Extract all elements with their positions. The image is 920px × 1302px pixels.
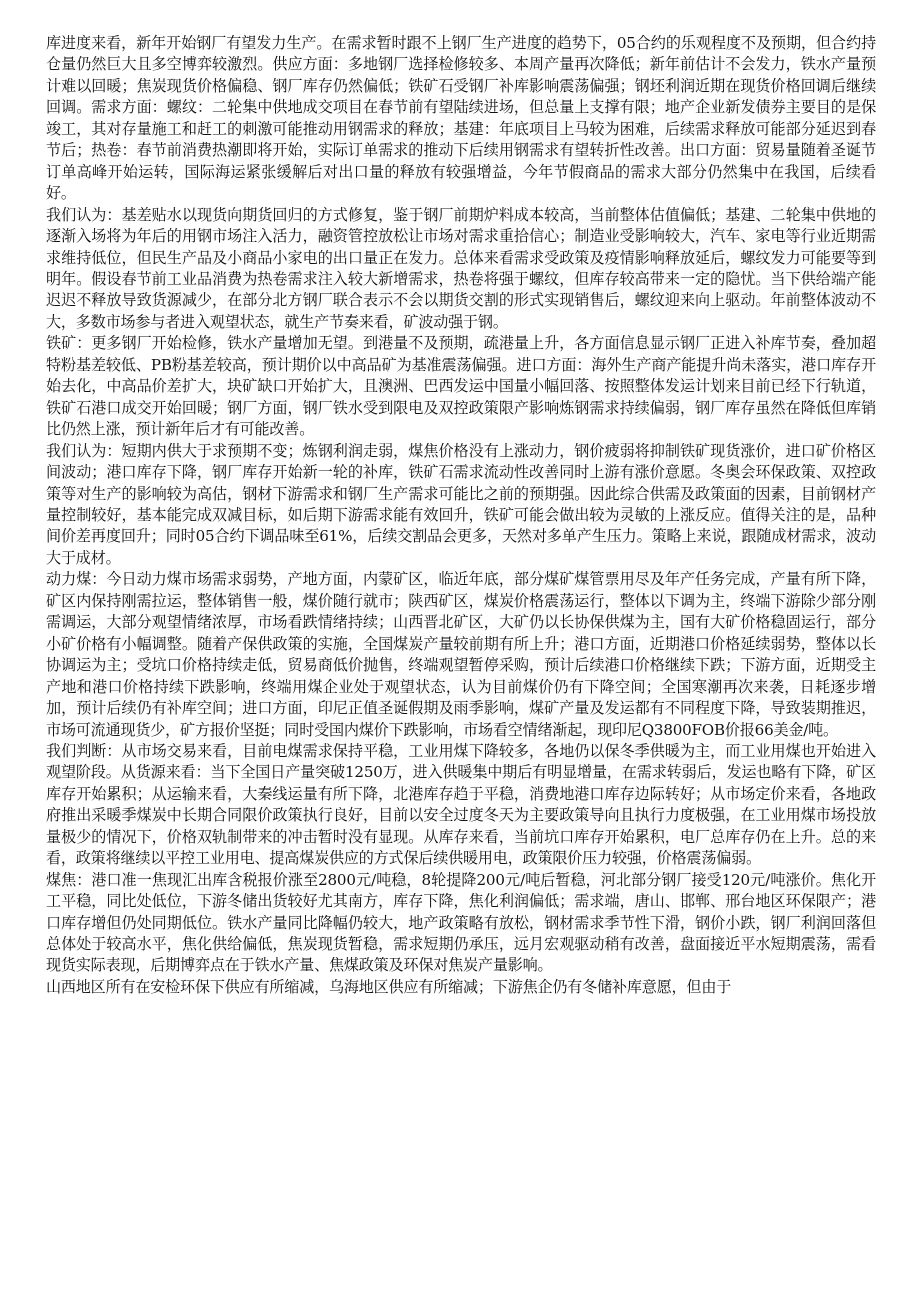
paragraph-iron-ore: 铁矿：更多钢厂开始检修，铁水产量增加无望。到港量不及预期，疏港量上升，各方面信息显示钢厂正进入补库节奏，叠加超特粉基差较低、PB粉基差较高，预计期价以中高品矿为基准震荡偏强。进口方面：海外生产商产能提升尚未落实，港口库存开始去化，中高品价差扩大，块矿缺口开始扩大，且澳洲、巴西发运中国量小幅回落、按照整体发运计划来目前已经下行轨道，铁矿石港口成交开始回暖；钢厂方面，钢厂铁水受到限电及双控政策限产影响炼钢需求持续偏弱，钢厂库存虽然在降低但库销比仍然上涨，预计新年后才有可能改善。: [46, 334, 876, 439]
paragraph-thermal-coal: 动力煤：今日动力煤市场需求弱势，产地方面，内蒙矿区，临近年底，部分煤矿煤管票用尽及年产任务完成，产量有所下降，矿区内保持刚需拉运，整体销售一般，煤价随行就市；陕西矿区，煤炭价格震荡运行，整体以下调为主，终端下游除少部分刚需调运，大部分观望情绪浓厚，市场看跌情绪持续；山西晋北矿区，大矿仍以长协保供煤为主，国有大矿价格稳固运行，部分小矿价格有小幅调整。随着产保供政策的实施，全国煤炭产量较前期有所上升；港口方面，近期港口价格延续弱势，整体以长协调运为主；受坑口价格持续走低，贸易商低价抛售，终端观望暂停采购，预计后续港口价格继续下跌；下游方面，近期受主产地和港口价格持续下跌影响，终端用煤企业处于观望状态，认为目前煤价仍有下降空间；全国寒潮再次来袭，日耗逐步增加，预计后续仍有补库空间；进口方面，印尼正值圣诞假期及雨季影响，煤矿产量及发运都有不同程度下降，导致装期推迟，市场可流通现货少，矿方报价坚挺；同时受国内煤价下跌影响，市场看空情绪渐起，现印尼Q3800FOB价报66美金/吨。: [46, 570, 876, 739]
paragraph-shanxi-supply: 山西地区所有在安检环保下供应有所缩减，乌海地区供应有所缩减；下游焦企仍有冬储补库意愿，但由于: [46, 977, 732, 996]
paragraph-iron-ore-conclusion: 我们认为：短期内供大于求预期不变；炼钢利润走弱，煤焦价格没有上涨动力，钢价疲弱将抑制铁矿现货涨价，进口矿价格区间波动；港口库存下降，钢厂库存开始新一轮的补库，铁矿石需求流动性改善同时上游有涨价意愿。冬奥会环保政策、双控政策等对生产的影响较为高估，钢材下游需求和钢厂生产需求可能比之前的预期强。因此综合供需及政策面的因素，目前钢材产量控制较好，基本能完成双减目标，如后期下游需求能有效回升，铁矿可能会做出较为灵敏的上涨反应。值得关注的是，品种间价差再度回升；同时05合约下调品味至61%，后续交割品会更多，天然对多单产生压力。策略上来说，跟随成材需求，波动大于成材。: [46, 441, 876, 567]
paragraph-thermal-coal-judgment: 我们判断：从市场交易来看，目前电煤需求保持平稳，工业用煤下降较多，各地仍以保冬季供暖为主，而工业用煤也开始进入观望阶段。从货源来看：当下全国日产量突破1250万，进入供暖集中期后有明显增量，在需求转弱后，发运也略有下降，矿区库存开始累积；从运输来看，大秦线运量有所下降，北港库存趋于平稳，消费地港口库存边际转好；从市场定价来看，各地政府推出采暖季煤炭中长期合同限价政策执行良好，目前以安全过度冬天为主要政策导向且执行力度极强，在工业用煤市场投放量极少的情况下，价格双轨制带来的冲击暂时没有显现。从库存来看，当前坑口库存开始累积，电厂总库存仍在上升。总的来看，政策将继续以平控工业用电、提高煤炭供应的方式保后续供暖用电，政策限价压力较强，价格震荡偏弱。: [46, 741, 876, 868]
paragraph-steel-conclusion: 我们认为：基差贴水以现货向期货回归的方式修复，鉴于钢厂前期炉料成本较高，当前整体估值偏低；基建、二轮集中供地的逐渐入场将为年后的用钢市场注入活力，融资管控放松让市场对需求重拾信心；制造业受影响较大，汽车、家电等行业近期需求维持低位，但民生产品及小商品小家电的出口量正在发力。总体来看需求受政策及疫情影响释放延后，螺纹发力可能要等到明年。假设春节前工业品消费为热卷需求注入较大新增需求，热卷将强于螺纹，但库存较高带来一定的隐忧。当下供给端产能迟迟不释放导致货源减少，在部分北方钢厂联合表示不会以期货交割的形式实现销售后，螺纹迎来向上驱动。年前整体波动不大，多数市场参与者进入观望状态，就生产节奏来看，矿波动强于钢。: [46, 205, 876, 331]
document-body: [46, 33, 876, 998]
paragraph-steel-outlook: 库进度来看，新年开始钢厂有望发力生产。在需求暂时跟不上钢厂生产进度的趋势下，05合约的乐观程度不及预期，但合约持仓量仍然巨大且多空博弈较激烈。供应方面：多地钢厂选择检修较多、本周产量再次降低；新年前估计不会发力，铁水产量预计难以回暖；焦炭现货价格偏稳、钢厂库存仍然偏低；铁矿石受钢厂补库影响震荡偏强；钢坯利润近期在现货价格回调后继续回调。需求方面：螺纹：二轮集中供地成交项目在春节前有望陆续进场，但总量上支撑有限；地产企业新发债券主要目的是保竣工，其对存量施工和赶工的刺激可能推动用钢需求的释放；基建：年底项目上马较为困难，后续需求释放可能部分延迟到春节后；热卷：春节前消费热潮即将开始，实际订单需求的推动下后续用钢需求有望转折性改善。出口方面：贸易量随着圣诞节订单高峰开始运转，国际海运紧张缓解后对出口量的释放有较强增益，今年节假商品的需求大部分仍然集中在我国，后续看好。: [46, 34, 876, 203]
paragraph-coking-coal: 煤焦：港口准一焦现汇出库含税报价涨至2800元/吨稳，8轮提降200元/吨后暂稳，河北部分钢厂接受120元/吨涨价。焦化开工平稳，同比处低位，下游冬储出货较好尤其南方，库存下降，焦化利润偏低；需求端，唐山、邯郸、邢台地区环保限产；港口库存增但仍处同期低位。铁水产量同比降幅仍较大，地产政策略有放松，钢材需求季节性下滑，钢价小跌，钢厂利润回落但总体处于较高水平，焦化供给偏低，焦炭现货暂稳，需求短期仍承压，远月宏观驱动稍有改善，盘面接近平水短期震荡，需看现货实际表现，后期博弈点在于铁水产量、焦煤政策及环保对焦炭产量影响。: [46, 870, 876, 975]
